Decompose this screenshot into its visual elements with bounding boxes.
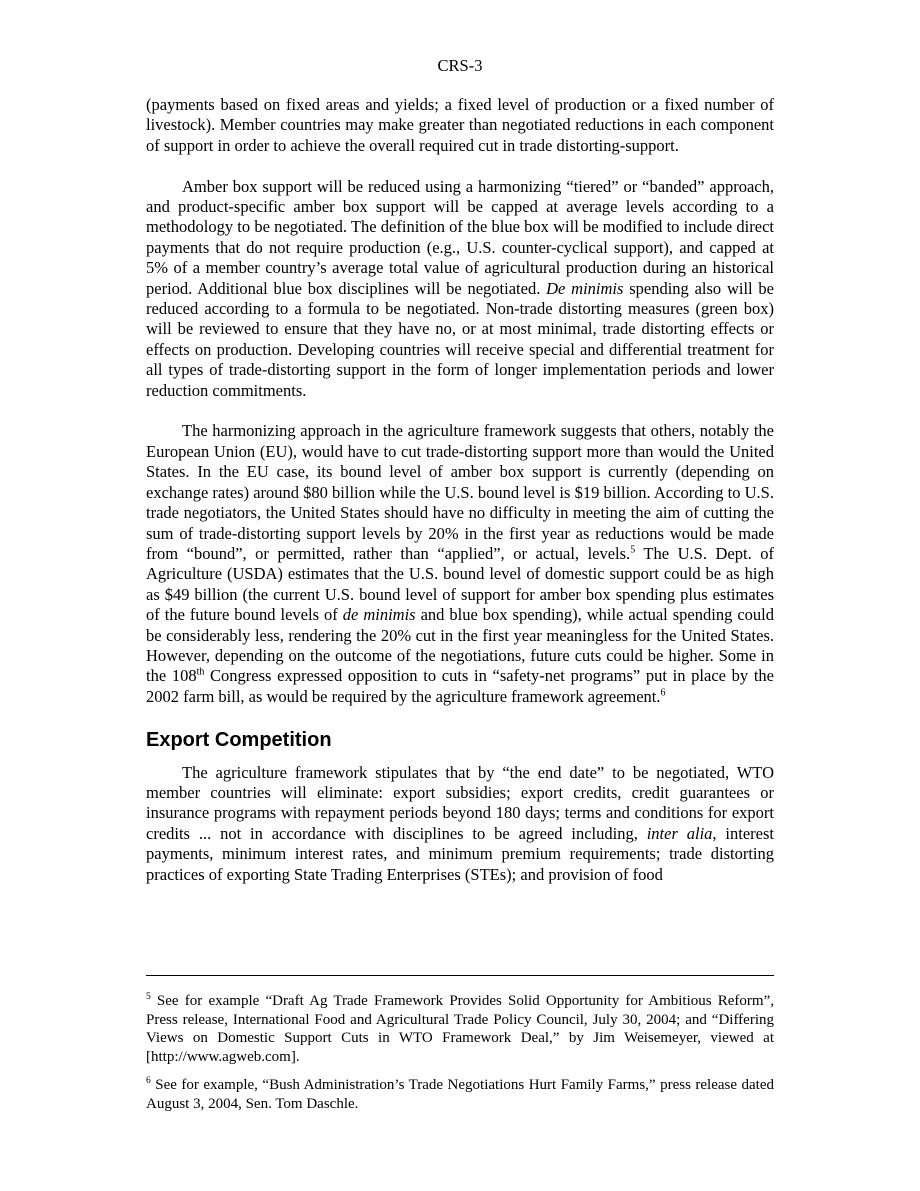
footnote-6 <box>146 1076 774 1113</box>
page-header: CRS-3 <box>437 56 483 75</box>
paragraph-3-text-c: and blue box spending), while actual spending could be considerably less, rendering the 20% cut in the first year meaningless for the United States. However, depending on the outcome of the negotiations, future cuts could be higher. Some in the 108 <box>146 605 774 686</box>
footnote-divider <box>146 975 774 976</box>
paragraph-4 <box>146 763 774 885</box>
ordinal-suffix: th <box>196 666 205 678</box>
footnote-ref-5: 5 <box>630 544 636 556</box>
footnotes <box>146 992 774 1124</box>
paragraph-4-text-b: , interest payments, minimum interest rates, and minimum premium requirements; trade distorting practices of exporting State Trading Enterprises (STEs); and provision of food <box>146 823 774 884</box>
footnote-5-text: See for example “Draft Ag Trade Framework Provides Solid Opportunity for Ambitious Reform”, Press release, International Food and Agricultural Trade Policy Council, July 30, 2004; and “Differing Views on Domestic Support Cuts in WTO Framework Deal,” by Jim Weisemeyer, viewed at [http://www.agweb.com]. <box>146 993 774 1065</box>
paragraph-2-text-a: Amber box support will be reduced using a harmonizing “tiered” or “banded” approach, and product-specific amber box support will be capped at average levels according to a methodology to be negotiated. The definition of the blue box will be modified to include direct payments that do not require production (e.g., U.S. counter-cyclical support), and capped at 5% of a member country’s average total value of agricultural production during an historical period. Additional blue box disciplines will be negotiated. <box>146 176 774 298</box>
paragraph-4-text-a: The agriculture framework stipulates that by “the end date” to be negotiated, WTO member countries will eliminate: export subsidies; export credits, credit guarantees or insurance programs with repayment periods beyond 180 days; terms and conditions for export credits ... not in accordance with disciplines to be agreed including, <box>146 762 774 843</box>
paragraph-2-text-b: spending also will be reduced according to a formula to be negotiated. Non-trade distorting measures (green box) will be reviewed to ensure that they have no, or at most minimal, trade distorting effects or effects on production. Developing countries will receive special and differential treatment for all types of trade-distorting support in the form of longer implementation periods and lower reduction commitments. <box>146 278 774 400</box>
footnote-5 <box>146 992 774 1066</box>
paragraph-3-italic-de-minimis: de minimis <box>342 605 416 625</box>
section-heading-export-competition: Export Competition <box>146 728 332 751</box>
paragraph-3-text-b: The U.S. Dept. of Agriculture (USDA) estimates that the U.S. bound level of domestic support could be as high as $49 billion (the current U.S. bound level of support for amber box spending plus estimates of the future bound levels of <box>146 543 775 625</box>
footnote-6-text: See for example, “Bush Administration’s Trade Negotiations Hurt Family Farms,” press release dated August 3, 2004, Sen. Tom Daschle. <box>146 1077 774 1112</box>
paragraph-3 <box>146 421 774 707</box>
paragraph-1: (payments based on fixed areas and yields; a fixed level of production or a fixed number of livestock). Member countries may make greater than negotiated reductions in each component of support in order to achieve the overall required cut in trade distorting-support. <box>146 95 774 155</box>
footnote-5-number: 5 <box>146 992 151 1002</box>
paragraph-2-italic-de-minimis: De minimis <box>546 278 624 298</box>
paragraph-2 <box>146 177 774 401</box>
paragraph-4-italic-inter-alia: inter alia <box>646 823 713 843</box>
paragraph-3-text-d: Congress expressed opposition to cuts in “safety-net programs” put in place by the 2002 farm bill, as would be required by the agriculture framework agreement. <box>146 666 774 706</box>
footnote-ref-6: 6 <box>660 687 666 699</box>
paragraph-3-text-a: The harmonizing approach in the agriculture framework suggests that others, notably the European Union (EU), would have to cut trade-distorting support more than would the United States. In the EU case, its bound level of amber box support is currently (depending on exchange rates) around $80 billion while the U.S. bound level is $19 billion. According to U.S. trade negotiators, the United States should have no difficulty in meeting the aim of cutting the sum of trade-distorting support levels by 20% in the first year as reductions would be made from “bound”, or permitted, rather than “applied”, or actual, levels. <box>146 421 774 563</box>
footnote-6-number: 6 <box>146 1076 151 1087</box>
body-text <box>146 95 774 905</box>
